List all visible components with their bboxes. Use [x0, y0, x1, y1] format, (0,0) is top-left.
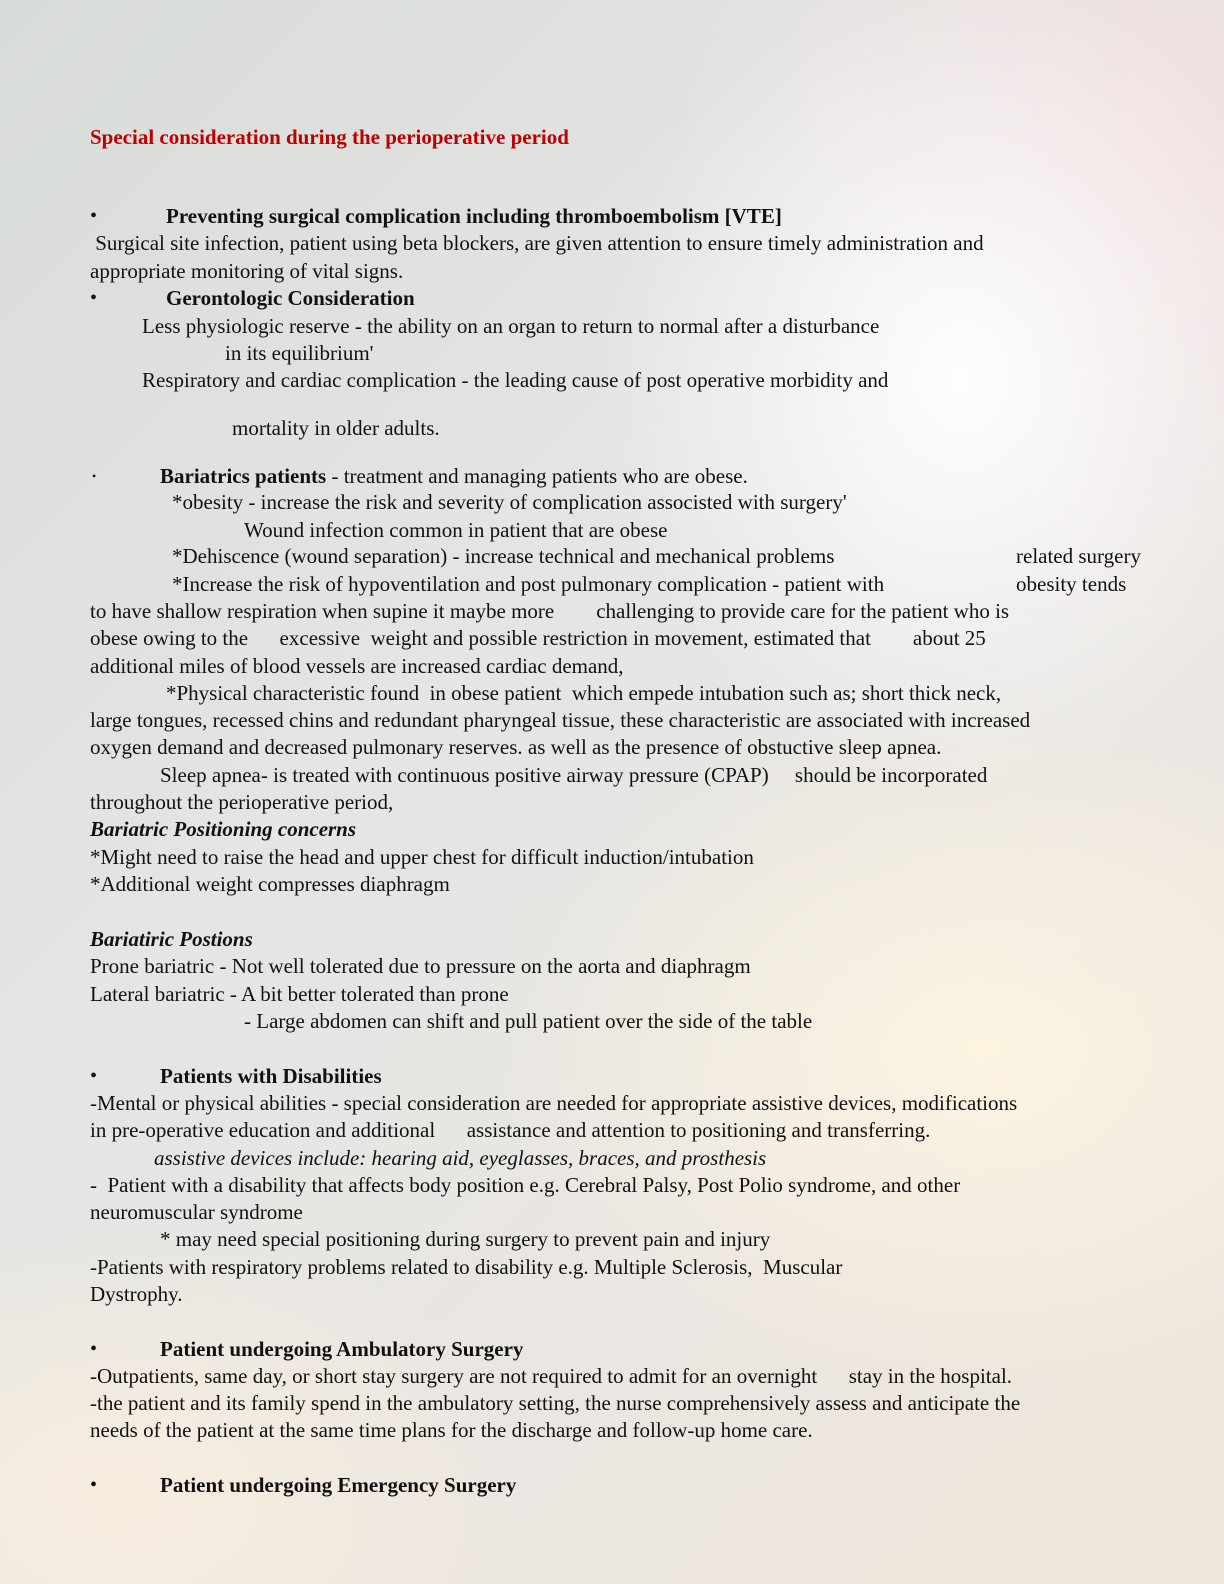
text-line: *obesity - increase the risk and severity of complication associsted with surgery' — [172, 490, 847, 514]
text-line: *Increase the risk of hypoventilation and post pulmonary complication - patient with — [172, 572, 885, 596]
text-line: Surgical site infection, patient using beta blockers, are given attention to ensure timely administration and — [90, 231, 984, 255]
section-heading-ambulatory: Patient undergoing Ambulatory Surgery — [160, 1337, 524, 1361]
page-title: Special consideration during the perioperative period — [90, 125, 569, 149]
text-line: *Physical characteristic found in obese patient which empede intubation such as; short thick neck, — [166, 681, 1002, 705]
text-line: obese owing to the excessive weight and possible restriction in movement, estimated that about 25 — [90, 626, 986, 650]
text-line: *Might need to raise the head and upper chest for difficult induction/intubation — [90, 845, 754, 869]
text-line: in its equilibrium' — [225, 341, 374, 365]
text-line: Prone bariatric - Not well tolerated due to pressure on the aorta and diaphragm — [90, 954, 751, 978]
bullet-marker: • — [90, 1474, 98, 1496]
text-line: Sleep apnea- is treated with continuous positive airway pressure (CPAP) should be incorporated — [160, 763, 988, 787]
text-line: appropriate monitoring of vital signs. — [90, 259, 404, 283]
section-heading-disabilities: Patients with Disabilities — [160, 1064, 382, 1088]
text-line: -Patients with respiratory problems related to disability e.g. Multiple Sclerosis, Muscular — [90, 1255, 843, 1279]
text-line: -the patient and its family spend in the ambulatory setting, the nurse comprehensively assess and anticipate the — [90, 1391, 1021, 1415]
text-line: - Large abdomen can shift and pull patient over the side of the table — [244, 1009, 813, 1033]
text-line: *Dehiscence (wound separation) - increase technical and mechanical problems — [172, 544, 835, 568]
text-line: throughout the perioperative period, — [90, 790, 394, 814]
text-line: Lateral bariatric - A bit better tolerated than prone — [90, 982, 509, 1006]
text-line: Wound infection common in patient that are obese — [244, 518, 668, 542]
section-heading-vte: Preventing surgical complication including thromboembolism [VTE] — [166, 204, 782, 228]
text-line: oxygen demand and decreased pulmonary reserves. as well as the presence of obstuctive sleep apnea. — [90, 735, 942, 759]
text-line: *Additional weight compresses diaphragm — [90, 872, 450, 896]
bullet-marker: • — [90, 1065, 98, 1087]
section-heading-gerontologic: Gerontologic Consideration — [166, 286, 415, 310]
section-heading-rest: - treatment and managing patients who are obese. — [326, 464, 748, 488]
subheading-bariatric-positions: Bariatiric Postions — [90, 927, 253, 951]
text-line: Less physiologic reserve - the ability on an organ to return to normal after a disturbance — [142, 314, 880, 338]
section-heading-text: Bariatrics patients — [160, 464, 327, 488]
text-line: Dystrophy. — [90, 1282, 183, 1306]
text-line: Respiratory and cardiac complication - the leading cause of post operative morbidity and — [142, 368, 889, 392]
text-line: -Outpatients, same day, or short stay surgery are not required to admit for an overnight stay in the hospital. — [90, 1364, 1013, 1388]
bullet-marker: • — [90, 1338, 98, 1360]
text-line: additional miles of blood vessels are increased cardiac demand, — [90, 654, 624, 678]
section-heading-emergency: Patient undergoing Emergency Surgery — [160, 1473, 517, 1497]
text-line: -Mental or physical abilities - special consideration are needed for appropriate assistive devices, modifications — [90, 1091, 1018, 1115]
bullet-marker: • — [90, 287, 98, 309]
text-line: neuromuscular syndrome — [90, 1200, 303, 1224]
bullet-marker: • — [90, 205, 98, 227]
text-line-italic: assistive devices include: hearing aid, eyeglasses, braces, and prosthesis — [154, 1146, 767, 1170]
text-line: mortality in older adults. — [232, 416, 440, 440]
text-line: to have shallow respiration when supine it maybe more challenging to provide care for the patient who is — [90, 599, 1010, 623]
subheading-positioning-concerns: Bariatric Positioning concerns — [90, 817, 357, 841]
text-line: needs of the patient at the same time plans for the discharge and follow-up home care. — [90, 1418, 813, 1442]
text-line: in pre-operative education and additional assistance and attention to positioning and transferring. — [90, 1118, 931, 1142]
text-line: large tongues, recessed chins and redundant pharyngeal tissue, these characteristic are associated with increased — [90, 708, 1031, 732]
text-line: obesity tends — [1016, 572, 1127, 596]
section-heading-bariatrics — [160, 463, 748, 489]
text-line: * may need special positioning during surgery to prevent pain and injury — [160, 1227, 771, 1251]
bullet-marker: • — [92, 469, 97, 483]
text-line: related surgery — [1016, 544, 1141, 568]
text-line: - Patient with a disability that affects body position e.g. Cerebral Palsy, Post Polio syndrome, and other — [90, 1173, 961, 1197]
